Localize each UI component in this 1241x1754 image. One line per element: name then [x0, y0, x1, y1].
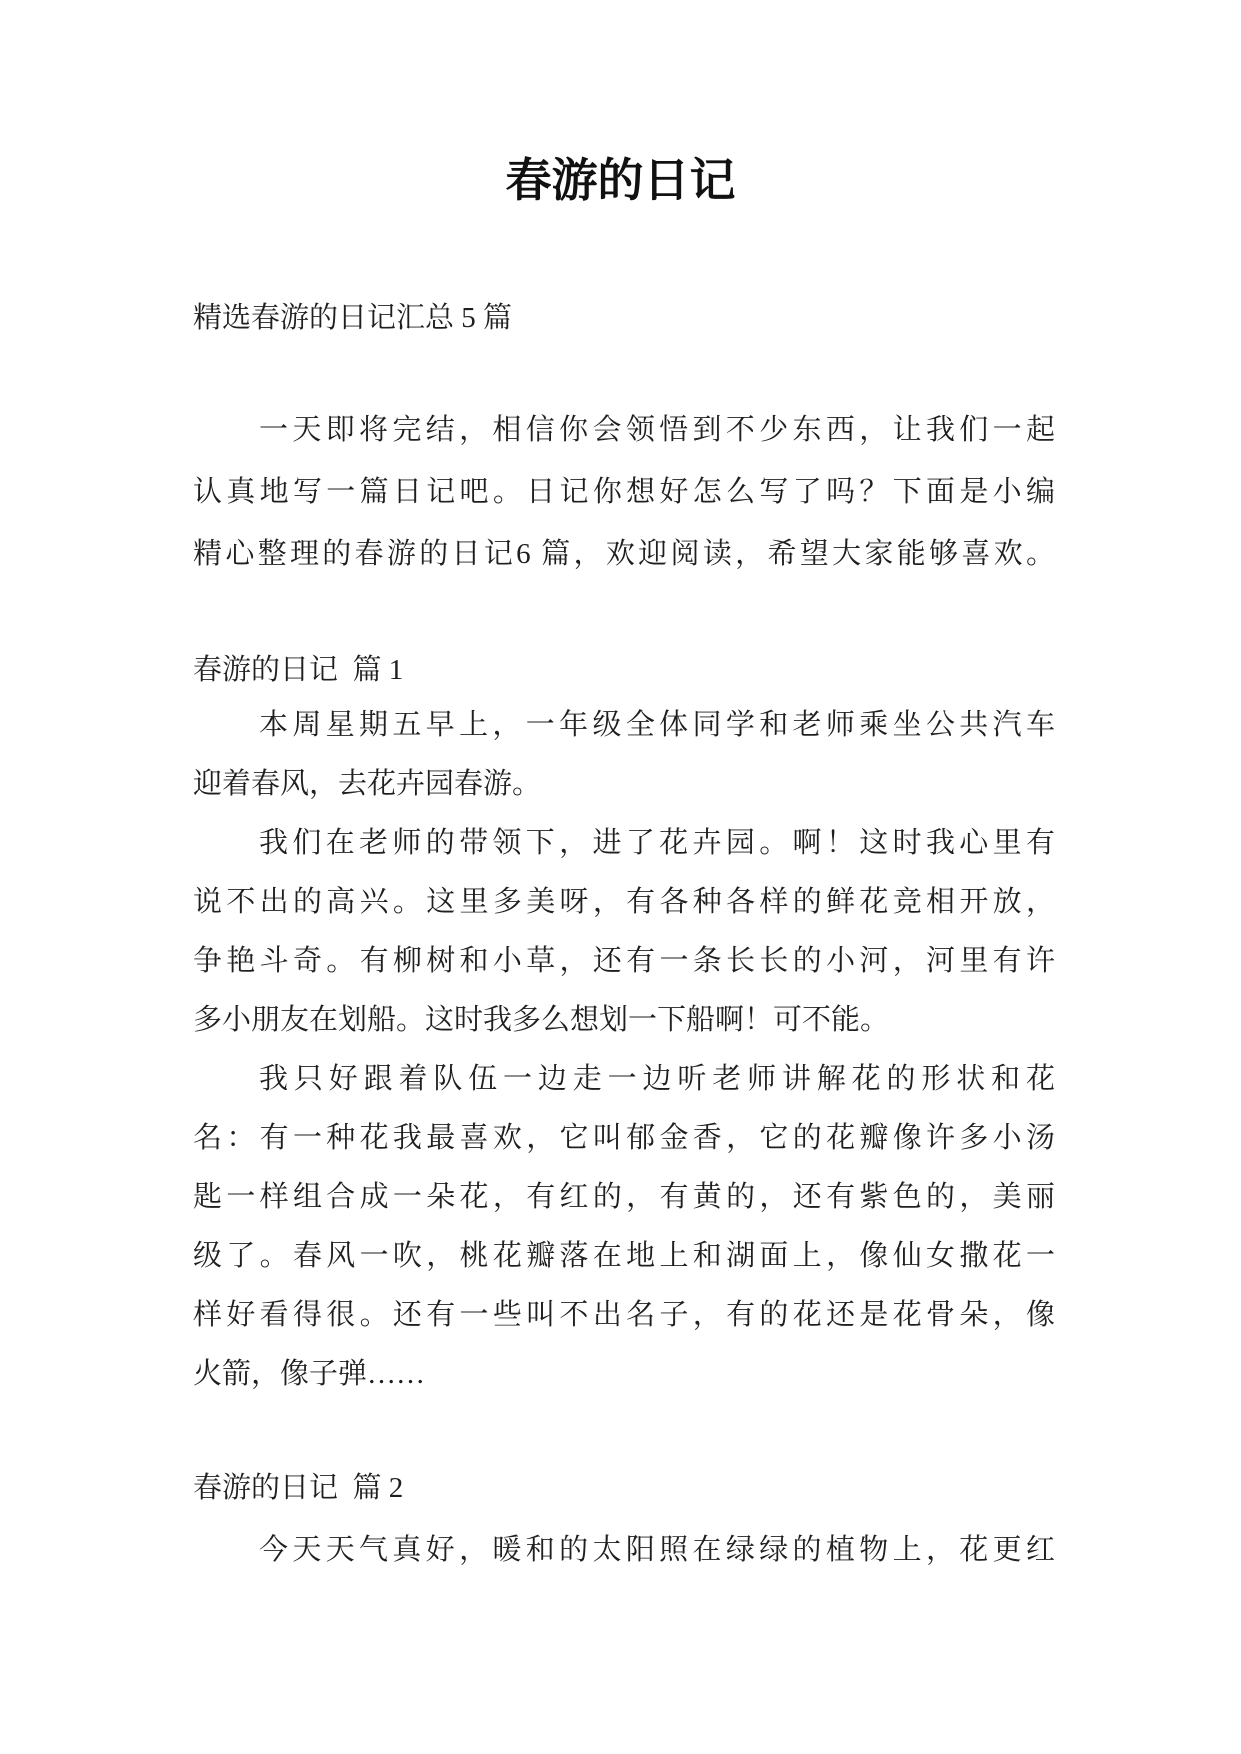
- text-line: 火箭，像子弹……: [193, 1358, 426, 1390]
- text-line: 名：有一种花我最喜欢，它叫郁金香，它的花瓣像许多小汤: [193, 1122, 1055, 1154]
- paragraph: [193, 1521, 1055, 1580]
- section-heading: 春游的日记 篇 2: [193, 1472, 404, 1504]
- text-line: 争艳斗奇。有柳树和小草，还有一条长长的小河，河里有许: [193, 945, 1055, 977]
- document-subtitle: 精选春游的日记汇总 5 篇: [193, 302, 513, 334]
- text-line: 一天即将完结，相信你会领悟到不少东西，让我们一起: [259, 414, 1055, 446]
- text-line: 说不出的高兴。这里多美呀，有各种各样的鲜花竞相开放，: [193, 886, 1055, 918]
- text-line: 样好看得很。还有一些叫不出名子，有的花还是花骨朵，像: [193, 1299, 1055, 1331]
- text-line: 认真地写一篇日记吧。日记你想好怎么写了吗？下面是小编: [193, 476, 1055, 508]
- intro-paragraph: [193, 399, 1055, 585]
- section-heading-block: [193, 641, 1055, 700]
- text-line: 匙一样组合成一朵花，有红的，有黄的，还有紫色的，美丽: [193, 1181, 1055, 1213]
- diary-section-2: [193, 1521, 1055, 1580]
- paragraph: [193, 814, 1055, 1050]
- text-line: 级了。春风一吹，桃花瓣落在地上和湖面上，像仙女撒花一: [193, 1240, 1055, 1272]
- text-line: 迎着春风，去花卉园春游。: [193, 768, 542, 800]
- paragraph: [193, 1050, 1055, 1404]
- text-line: 我只好跟着队伍一边走一边听老师讲解花的形状和花: [259, 1063, 1055, 1095]
- document-subtitle-block: [193, 289, 1055, 348]
- text-line: 今天天气真好，暖和的太阳照在绿绿的植物上，花更红: [259, 1534, 1055, 1566]
- section-heading: 春游的日记 篇 1: [193, 654, 404, 686]
- text-line: 多小朋友在划船。这时我多么想划一下船啊！可不能。: [193, 1004, 890, 1036]
- section-heading-block: [193, 1459, 1055, 1518]
- text-line: 本周星期五早上，一年级全体同学和老师乘坐公共汽车: [259, 709, 1055, 741]
- document-title: 春游的日记: [505, 153, 736, 207]
- text-line: 精心整理的春游的日记6 篇，欢迎阅读，希望大家能够喜欢。: [193, 538, 1055, 570]
- diary-section-1: [193, 696, 1055, 1404]
- text-line: 我们在老师的带领下，进了花卉园。啊！这时我心里有: [259, 827, 1055, 859]
- paragraph: [193, 696, 1055, 814]
